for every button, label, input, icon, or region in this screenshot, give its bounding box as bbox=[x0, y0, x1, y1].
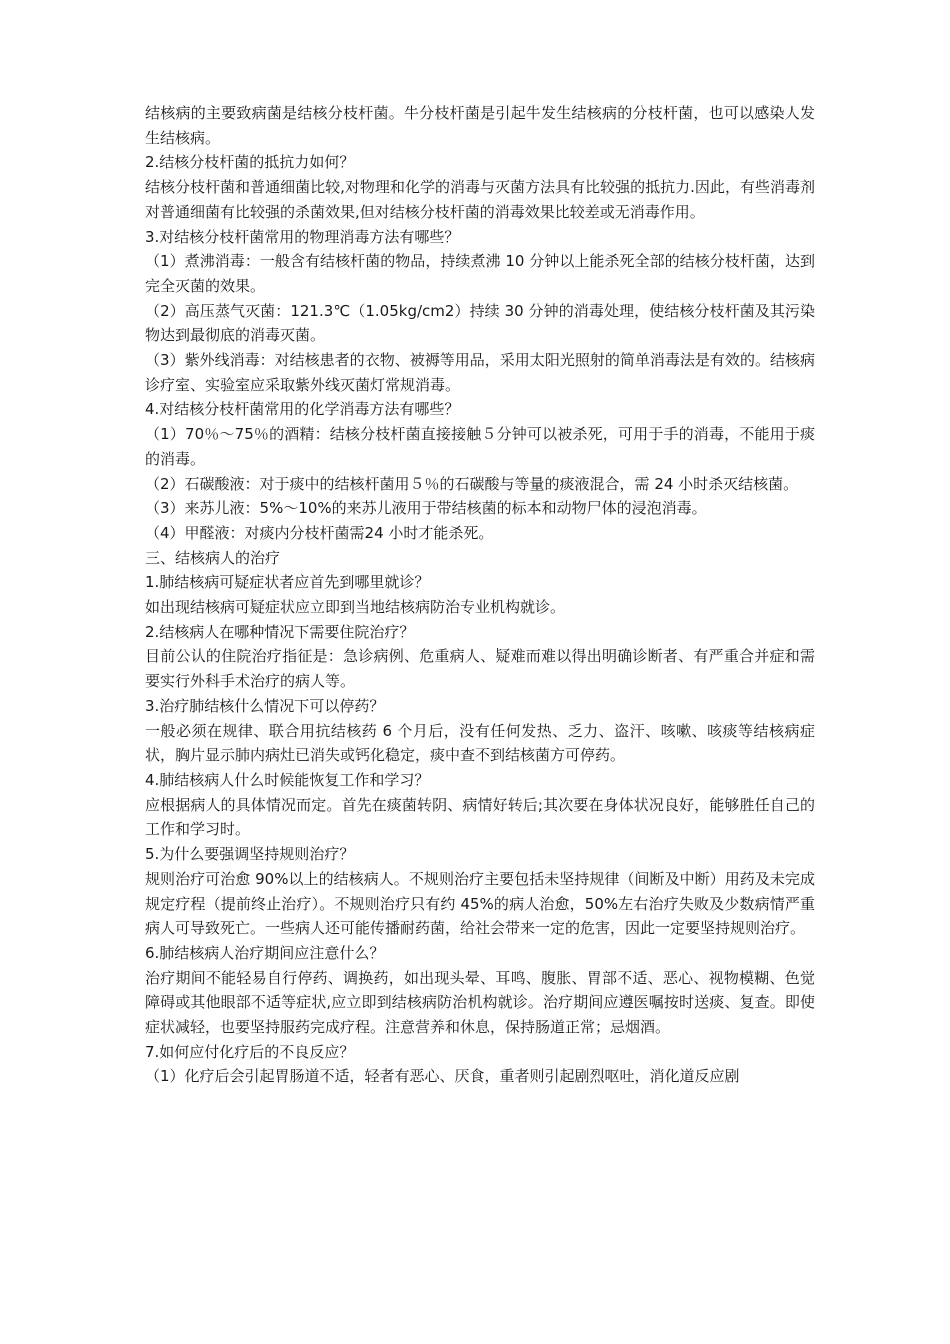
section-heading: 三、结核病人的治疗 bbox=[145, 548, 281, 567]
paragraph: 结核病的主要致病菌是结核分枝杆菌。牛分枝杆菌是引起牛发生结核病的分枝杆菌，也可以感染人发生结核病。 bbox=[145, 104, 815, 147]
question-heading: 2.结核分枝杆菌的抵抗力如何？ bbox=[145, 153, 355, 172]
question-heading: 2.结核病人在哪种情况下需要住院治疗？ bbox=[145, 622, 415, 641]
paragraph: 治疗期间不能轻易自行停药、调换药，如出现头晕、耳鸣、腹胀、胃部不适、恶心、视物模糊、色觉障碍或其他眼部不适等症状,应立即到结核病防治机构就诊。治疗期间应遵医嘱按时送痰、复查。即使症状减轻，也要坚持服药完成疗程。注意营养和休息，保持肠道正常；忌烟酒。 bbox=[145, 968, 815, 1037]
question-heading: 7.如何应付化疗后的不良反应？ bbox=[145, 1042, 355, 1061]
question-heading: 3.对结核分枝杆菌常用的物理消毒方法有哪些？ bbox=[145, 227, 460, 246]
paragraph: 目前公认的住院治疗指征是：急诊病例、危重病人、疑难而难以得出明确诊断者、有严重合并症和需要实行外科手术治疗的病人等。 bbox=[145, 647, 815, 691]
list-item: （2）石碳酸液：对于痰中的结核杆菌用５％的石碳酸与等量的痰液混合，需 24 小时杀灭结核菌。 bbox=[145, 474, 799, 493]
paragraph: 一般必须在规律、联合用抗结核药 6 个月后，没有任何发热、乏力、盗汗、咳嗽、咳痰等结核病症状，胸片显示肺内病灶已消失或钙化稳定，痰中查不到结核菌方可停药。 bbox=[145, 721, 815, 765]
list-item: （2）高压蒸气灭菌：121.3℃（1.05kg/cm2）持续 30 分钟的消毒处理，使结核分枝杆菌及其污染物达到最彻底的消毒灭菌。 bbox=[145, 301, 815, 345]
question-heading: 5.为什么要强调坚持规则治疗？ bbox=[145, 845, 355, 864]
list-item: （1）化疗后会引起胃肠道不适，轻者有恶心、厌食，重者则引起剧烈呕吐，消化道反应剧 bbox=[145, 1067, 740, 1086]
list-item: （1）70％～75％的酒精：结核分枝杆菌直接接触５分钟可以被杀死，可用于手的消毒，不能用于痰的消毒。 bbox=[145, 425, 815, 468]
list-item: （3）来苏儿液：5%～10%的来苏儿液用于带结核菌的标本和动物尸体的浸泡消毒。 bbox=[145, 499, 707, 518]
list-item: （1）煮沸消毒：一般含有结核杆菌的物品，持续煮沸 10 分钟以上能杀死全部的结核分枝杆菌，达到完全灭菌的效果。 bbox=[145, 252, 815, 295]
list-item: （4）甲醛液：对痰内分枝杆菌需24 小时才能杀死。 bbox=[145, 523, 494, 542]
paragraph: 结核分枝杆菌和普通细菌比较,对物理和化学的消毒与灭菌方法具有比较强的抵抗力.因此，有些消毒剂对普通细菌有比较强的杀菌效果,但对结核分枝杆菌的消毒效果比较差或无消毒作用。 bbox=[145, 178, 815, 221]
question-heading: 3.治疗肺结核什么情况下可以停药？ bbox=[145, 696, 385, 715]
question-heading: 4.对结核分枝杆菌常用的化学消毒方法有哪些？ bbox=[145, 400, 460, 419]
paragraph: 如出现结核病可疑症状应立即到当地结核病防治专业机构就诊。 bbox=[145, 598, 566, 617]
document-page bbox=[145, 101, 815, 1089]
question-heading: 6.肺结核病人治疗期间应注意什么？ bbox=[145, 943, 385, 962]
list-item: （3）紫外线消毒：对结核患者的衣物、被褥等用品，采用太阳光照射的简单消毒法是有效的。结核病诊疗室、实验室应采取紫外线灭菌灯常规消毒。 bbox=[145, 351, 815, 394]
question-heading: 1.肺结核病可疑症状者应首先到哪里就诊？ bbox=[145, 573, 430, 592]
paragraph: 规则治疗可治愈 90%以上的结核病人。不规则治疗主要包括未坚持规律（间断及中断）用药及未完成规定疗程（提前终止治疗）。不规则治疗只有约 45%的病人治愈，50%左右治疗失败及少数病情严重病人可导致死亡。一些病人还可能传播耐药菌，给社会带来一定的危害，因此一定要坚持规则治疗。 bbox=[145, 869, 815, 938]
paragraph: 应根据病人的具体情况而定。首先在痰菌转阴、病情好转后;其次要在身体状况良好，能够胜任自己的工作和学习时。 bbox=[145, 795, 815, 839]
question-heading: 4.肺结核病人什么时候能恢复工作和学习？ bbox=[145, 770, 430, 789]
